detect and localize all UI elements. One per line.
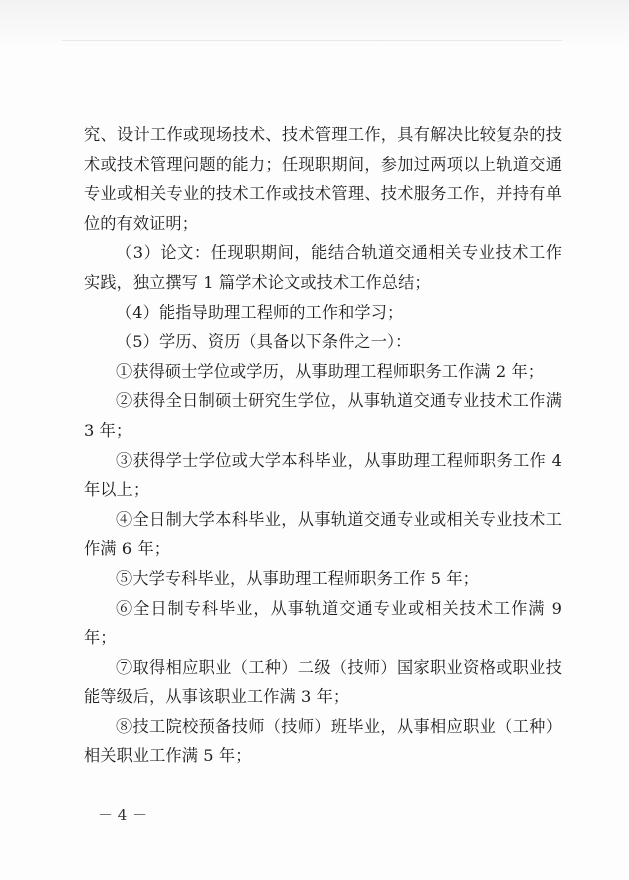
paragraph-guidance: （4）能指导助理工程师的工作和学习；: [116, 302, 404, 322]
list-item-3: ③获得学士学位或大学本科毕业，从事助理工程师职务工作 4 年以上；: [84, 450, 562, 500]
list-item-4: ④全日制大学本科毕业，从事轨道交通专业或相关专业技术工作满 6 年；: [84, 509, 562, 559]
page-number: － 4 －: [98, 806, 148, 824]
list-item-5: ⑤大学专科毕业，从事助理工程师职务工作 5 年；: [116, 568, 479, 588]
paragraph-education-heading: （5）学历、资历（具备以下条件之一）：: [116, 332, 412, 352]
list-item-6: ⑥全日制专科毕业，从事轨道交通专业或相关技术工作满 9 年；: [84, 598, 562, 648]
document-body: [84, 120, 562, 771]
list-item-1: ①获得硕士学位或学历，从事助理工程师职务工作满 2 年；: [116, 361, 545, 381]
scan-artifact-line: [62, 40, 562, 41]
paragraph-continuation: 究、设计工作或现场技术、技术管理工作，具有解决比较复杂的技术或技术管理问题的能力；任现职期间，参加过两项以上轨道交通专业或相关专业的技术工作或技术管理、技术服务工作，并持有单位的有效证明；: [84, 125, 562, 233]
list-item-7: ⑦取得相应职业（工种）二级（技师）国家职业资格或职业技能等级后，从事该职业工作满 3 年；: [84, 657, 562, 707]
paragraph-thesis: （3）论文：任现职期间，能结合轨道交通相关专业技术工作实践，独立撰写 1 篇学术论文或技术工作总结；: [84, 243, 562, 292]
list-item-8: ⑧技工院校预备技师（技师）班毕业，从事相应职业（工种）相关职业工作满 5 年；: [84, 716, 562, 766]
list-item-2: ②获得全日制硕士研究生学位，从事轨道交通专业技术工作满 3 年；: [84, 391, 562, 440]
